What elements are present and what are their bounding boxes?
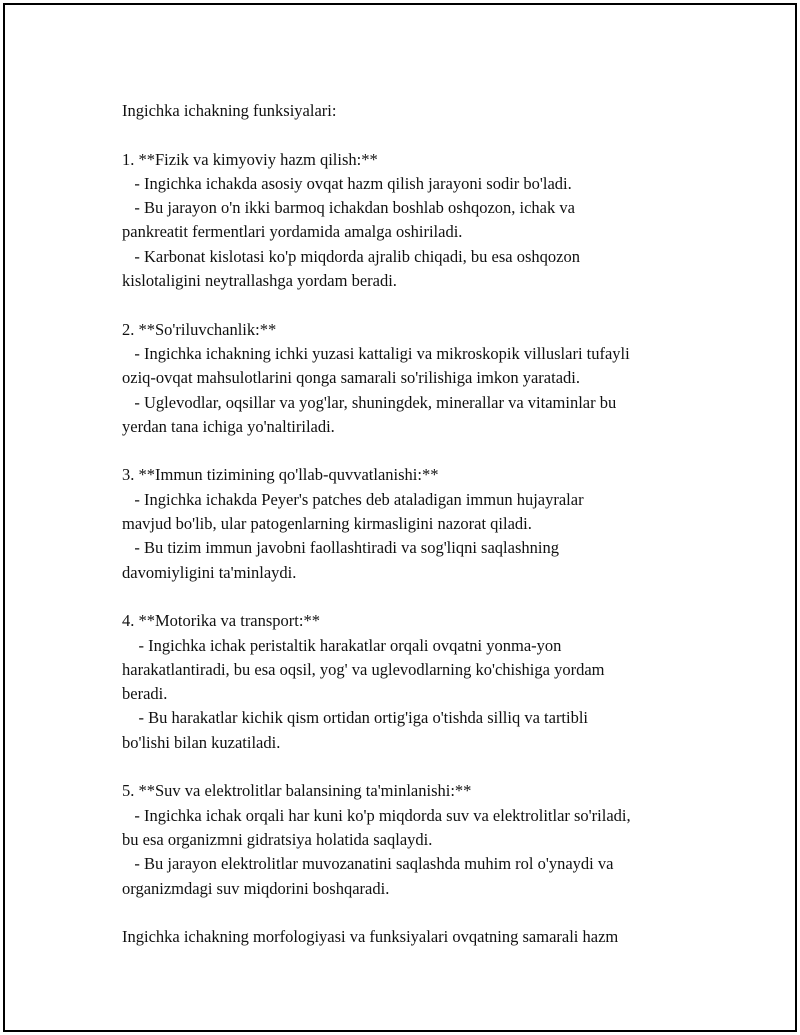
section-line: - Ingichka ichakda asosiy ovqat hazm qilish jarayoni sodir bo'ladi.	[122, 173, 572, 193]
section-line: - Ingichka ichakda Peyer's patches deb ataladigan immun hujayralar	[122, 489, 584, 509]
section-line: - Ingichka ichak peristaltik harakatlar orqali ovqatni yonma-yon	[122, 635, 562, 655]
section-line: - Ingichka ichak orqali har kuni ko'p miqdorda suv va elektrolitlar so'riladi,	[122, 805, 631, 825]
section-heading: 5. **Suv va elektrolitlar balansining ta'minlanishi:**	[122, 781, 472, 801]
document-body	[122, 99, 722, 949]
section-5	[122, 779, 722, 900]
spacer	[122, 439, 722, 463]
spacer	[122, 585, 722, 609]
spacer	[122, 755, 722, 779]
spacer	[122, 293, 722, 317]
spacer	[122, 123, 722, 147]
section-line: mavjud bo'lib, ular patogenlarning kirmasligini nazorat qiladi.	[122, 514, 532, 534]
section-line: oziq-ovqat mahsulotlarini qonga samarali so'rilishiga imkon yaratadi.	[122, 368, 580, 388]
section-line: - Bu jarayon o'n ikki barmoq ichakdan boshlab oshqozon, ichak va	[122, 198, 575, 218]
section-2	[122, 318, 722, 439]
section-4	[122, 609, 722, 755]
section-line: yerdan tana ichiga yo'naltiriladi.	[122, 416, 335, 436]
section-line: bu esa organizmni gidratsiya holatida saqlaydi.	[122, 829, 433, 849]
section-3	[122, 463, 722, 584]
section-line: - Bu tizim immun javobni faollashtiradi va sog'liqni saqlashning	[122, 538, 559, 558]
section-line: harakatlantiradi, bu esa oqsil, yog' va uglevodlarning ko'chishiga yordam	[122, 659, 605, 679]
section-line: bo'lishi bilan kuzatiladi.	[122, 732, 281, 752]
section-1	[122, 148, 722, 294]
closing-paragraph: Ingichka ichakning morfologiyasi va funksiyalari ovqatning samarali hazm	[122, 927, 619, 947]
spacer	[122, 901, 722, 925]
section-line: - Ingichka ichakning ichki yuzasi kattaligi va mikroskopik villuslari tufayli	[122, 343, 630, 363]
section-line: - Uglevodlar, oqsillar va yog'lar, shuningdek, minerallar va vitaminlar bu	[122, 392, 617, 412]
section-line: - Bu harakatlar kichik qism ortidan ortig'iga o'tishda silliq va tartibli	[122, 708, 589, 728]
document-title: Ingichka ichakning funksiyalari:	[122, 101, 337, 120]
section-line: davomiyligini ta'minlaydi.	[122, 562, 297, 582]
section-heading: 3. **Immun tizimining qo'llab-quvvatlanishi:**	[122, 465, 439, 485]
section-line: beradi.	[122, 684, 168, 704]
page-frame	[3, 3, 797, 1032]
section-line: organizmdagi suv miqdorini boshqaradi.	[122, 878, 390, 898]
section-line: - Karbonat kislotasi ko'p miqdorda ajralib chiqadi, bu esa oshqozon	[122, 246, 580, 266]
section-line: kislotaligini neytrallashga yordam beradi.	[122, 271, 397, 291]
section-line: - Bu jarayon elektrolitlar muvozanatini saqlashda muhim rol o'ynaydi va	[122, 854, 614, 874]
section-heading: 4. **Motorika va transport:**	[122, 611, 320, 631]
section-heading: 1. **Fizik va kimyoviy hazm qilish:**	[122, 149, 378, 169]
section-line: pankreatit fermentlari yordamida amalga oshiriladi.	[122, 222, 463, 242]
section-heading: 2. **So'riluvchanlik:**	[122, 319, 277, 339]
